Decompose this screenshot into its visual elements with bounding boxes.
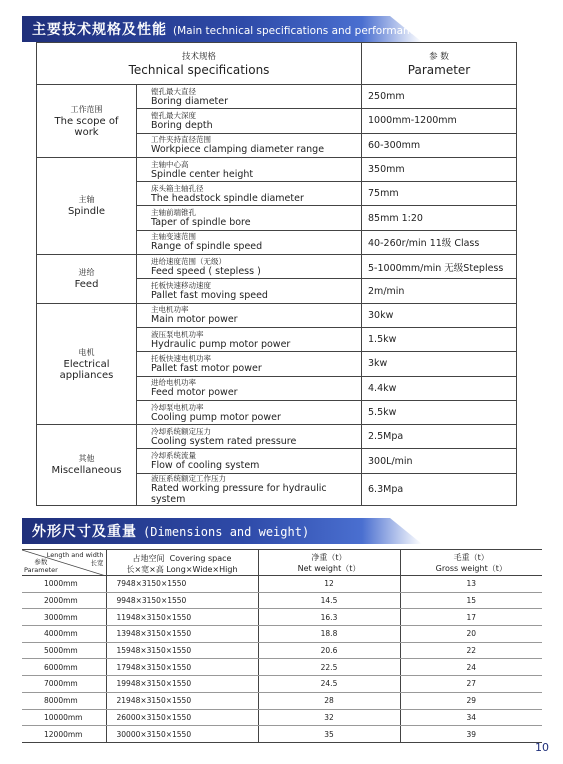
item-en: Taper of spindle bore bbox=[151, 217, 251, 229]
dim-gross-cell: 39 bbox=[400, 726, 542, 743]
header-cn: 参 数 bbox=[429, 52, 449, 62]
spec-header-parameter bbox=[362, 43, 517, 85]
spec-item-value: 5.5kw bbox=[362, 400, 517, 424]
dim-row bbox=[22, 676, 542, 693]
spec-item-value: 250mm bbox=[362, 85, 517, 109]
header-net-weight bbox=[258, 550, 400, 576]
group-cn: 主轴 bbox=[78, 195, 95, 205]
dim-row bbox=[22, 576, 542, 593]
group-en: The scope of work bbox=[54, 115, 119, 138]
group-cn: 电机 bbox=[78, 347, 95, 357]
gross-cn: 毛重（t） bbox=[453, 552, 489, 562]
spec-item-label bbox=[137, 157, 362, 181]
section-title-cn: 主要技术规格及性能 bbox=[32, 22, 167, 38]
dim-cover-cell: 26000×3150×1550 bbox=[106, 709, 258, 726]
spec-item-label bbox=[137, 303, 362, 327]
dim-gross-cell: 34 bbox=[400, 709, 542, 726]
page-number: 10 bbox=[535, 741, 549, 754]
spec-group-label bbox=[37, 85, 137, 158]
dim-cover-cell: 17948×3150×1550 bbox=[106, 659, 258, 676]
spec-item-value: 350mm bbox=[362, 157, 517, 181]
dim-length-cell: 6000mm bbox=[22, 659, 106, 676]
diag-bottom-label bbox=[24, 558, 58, 574]
dim-row bbox=[22, 726, 542, 743]
dim-gross-cell: 15 bbox=[400, 592, 542, 609]
dim-row bbox=[22, 609, 542, 626]
dim-length-cell: 8000mm bbox=[22, 692, 106, 709]
item-cn: 托板快速移动速度 bbox=[151, 281, 211, 291]
dim-length-cell: 12000mm bbox=[22, 726, 106, 743]
dim-gross-cell: 24 bbox=[400, 659, 542, 676]
item-cn: 主电机功率 bbox=[151, 305, 189, 315]
section-title-en: (Dimensions and weight) bbox=[143, 525, 310, 539]
dim-gross-cell: 17 bbox=[400, 609, 542, 626]
spec-item-value: 2.5Mpa bbox=[362, 425, 517, 449]
spec-item-value: 6.3Mpa bbox=[362, 473, 517, 505]
dim-cover-cell: 30000×3150×1550 bbox=[106, 726, 258, 743]
item-cn: 主轴前端锥孔 bbox=[151, 208, 196, 218]
diag-bottom-en: Parameter bbox=[24, 566, 58, 574]
spec-item-label bbox=[137, 473, 362, 505]
spec-row bbox=[37, 157, 517, 181]
section-title bbox=[32, 521, 309, 541]
item-cn: 液压泵电机功率 bbox=[151, 329, 204, 339]
dim-net-cell: 18.8 bbox=[258, 626, 400, 643]
item-cn: 托板快速电机功率 bbox=[151, 353, 211, 363]
spec-table bbox=[36, 42, 517, 506]
spec-item-value: 2m/min bbox=[362, 279, 517, 303]
dim-row bbox=[22, 626, 542, 643]
spec-row bbox=[37, 85, 517, 109]
dim-row bbox=[22, 692, 542, 709]
dim-cover-cell: 15948×3150×1550 bbox=[106, 642, 258, 659]
item-en: Main motor power bbox=[151, 314, 238, 326]
diagonal-header-cell bbox=[22, 550, 106, 576]
spec-item-label bbox=[137, 182, 362, 206]
dim-cover-cell: 7948×3150×1550 bbox=[106, 576, 258, 593]
net-en: Net weight（t） bbox=[297, 563, 361, 573]
dim-cover-cell: 11948×3150×1550 bbox=[106, 609, 258, 626]
item-cn: 冷却系统流量 bbox=[151, 451, 196, 461]
diag-left-cn: 参数 bbox=[34, 558, 48, 566]
spec-item-value: 85mm 1:20 bbox=[362, 206, 517, 230]
dim-row bbox=[22, 709, 542, 726]
item-cn: 工件夹持直径范围 bbox=[151, 135, 211, 145]
spec-item-value: 4.4kw bbox=[362, 376, 517, 400]
dim-net-cell: 20.6 bbox=[258, 642, 400, 659]
dim-cover-cell: 19948×3150×1550 bbox=[106, 676, 258, 693]
section-banner-specs bbox=[22, 16, 430, 42]
spec-item-label bbox=[137, 327, 362, 351]
dim-header-row bbox=[22, 550, 542, 576]
spec-item-value: 40-260r/min 11级 Class bbox=[362, 230, 517, 254]
cover-sub: 长×宽×高 Long×Wide×High bbox=[126, 565, 238, 574]
dim-net-cell: 32 bbox=[258, 709, 400, 726]
header-cn: 技术规格 bbox=[182, 52, 217, 62]
dim-net-cell: 12 bbox=[258, 576, 400, 593]
spec-item-value: 30kw bbox=[362, 303, 517, 327]
item-en: Feed speed ( stepless ) bbox=[151, 265, 261, 277]
spec-item-value: 1.5kw bbox=[362, 327, 517, 351]
cover-cn: 占地空间 bbox=[132, 554, 165, 563]
spec-item-label bbox=[137, 376, 362, 400]
group-cn: 进给 bbox=[78, 268, 95, 278]
spec-row bbox=[37, 255, 517, 279]
spec-item-value: 60-300mm bbox=[362, 133, 517, 157]
dim-net-cell: 14.5 bbox=[258, 592, 400, 609]
item-cn: 进给速度范围（无级） bbox=[151, 256, 226, 266]
section-title-cn: 外形尺寸及重量 bbox=[32, 524, 137, 540]
dim-net-cell: 35 bbox=[258, 726, 400, 743]
spec-group-label bbox=[37, 255, 137, 304]
spec-header-row bbox=[37, 43, 517, 85]
item-cn: 冷却泵电机功率 bbox=[151, 402, 204, 412]
dim-length-cell: 5000mm bbox=[22, 642, 106, 659]
spec-item-label bbox=[137, 400, 362, 424]
item-cn: 镗孔最大深度 bbox=[151, 110, 196, 120]
group-en: Feed bbox=[74, 279, 99, 291]
item-en: Pallet fast moving speed bbox=[151, 290, 268, 302]
diag-top-cn: 长宽 bbox=[90, 559, 104, 567]
spec-item-label bbox=[137, 109, 362, 133]
group-cn: 其他 bbox=[78, 454, 95, 464]
item-cn: 镗孔最大直径 bbox=[151, 86, 196, 96]
cover-en: Covering space bbox=[169, 554, 232, 563]
dim-gross-cell: 27 bbox=[400, 676, 542, 693]
item-en: Pallet fast motor power bbox=[151, 362, 262, 374]
spec-item-label bbox=[137, 449, 362, 473]
spec-item-label bbox=[137, 255, 362, 279]
dim-row bbox=[22, 659, 542, 676]
item-en: The headstock spindle diameter bbox=[151, 192, 304, 204]
dim-row bbox=[22, 642, 542, 659]
group-en: Electrical appliances bbox=[59, 358, 114, 381]
item-en: Feed motor power bbox=[151, 387, 238, 399]
dim-net-cell: 22.5 bbox=[258, 659, 400, 676]
spec-row bbox=[37, 303, 517, 327]
item-en: Cooling system rated pressure bbox=[151, 435, 297, 447]
header-en: Parameter bbox=[407, 63, 471, 77]
spec-item-label bbox=[137, 230, 362, 254]
spec-item-label bbox=[137, 85, 362, 109]
item-en: Hydraulic pump motor power bbox=[151, 338, 291, 350]
spec-header-technical bbox=[37, 43, 362, 85]
dim-cover-cell: 21948×3150×1550 bbox=[106, 692, 258, 709]
item-en: Rated working pressure for hydraulic system bbox=[151, 482, 327, 505]
section-banner-dimensions bbox=[22, 518, 430, 544]
dim-gross-cell: 20 bbox=[400, 626, 542, 643]
spec-item-label bbox=[137, 133, 362, 157]
spec-item-value: 3kw bbox=[362, 352, 517, 376]
diag-top-en: Length and width bbox=[46, 551, 104, 559]
item-en: Range of spindle speed bbox=[151, 241, 263, 253]
spec-item-label bbox=[137, 425, 362, 449]
dim-length-cell: 2000mm bbox=[22, 592, 106, 609]
header-en: Technical specifications bbox=[128, 63, 270, 77]
section-title-en: (Main technical specifications and performance) bbox=[173, 25, 426, 37]
item-en: Flow of cooling system bbox=[151, 460, 260, 472]
dim-length-cell: 7000mm bbox=[22, 676, 106, 693]
spec-item-value: 5-1000mm/min 无级Stepless bbox=[362, 255, 517, 279]
dim-cover-cell: 13948×3150×1550 bbox=[106, 626, 258, 643]
dimensions-table bbox=[22, 549, 542, 743]
dim-gross-cell: 13 bbox=[400, 576, 542, 593]
item-cn: 进给电机功率 bbox=[151, 378, 196, 388]
item-cn: 液压系统额定工作压力 bbox=[151, 473, 226, 483]
dim-length-cell: 4000mm bbox=[22, 626, 106, 643]
item-en: Boring diameter bbox=[151, 95, 229, 107]
item-en: Workpiece clamping diameter range bbox=[151, 144, 325, 156]
section-title bbox=[32, 19, 426, 39]
spec-group-label bbox=[37, 303, 137, 424]
item-en: Cooling pump motor power bbox=[151, 411, 281, 423]
spec-item-value: 1000mm-1200mm bbox=[362, 109, 517, 133]
dim-net-cell: 28 bbox=[258, 692, 400, 709]
item-cn: 冷却系统额定压力 bbox=[151, 426, 211, 436]
item-cn: 主轴中心高 bbox=[151, 159, 189, 169]
dim-net-cell: 24.5 bbox=[258, 676, 400, 693]
spec-item-label bbox=[137, 352, 362, 376]
dim-gross-cell: 29 bbox=[400, 692, 542, 709]
item-cn: 床头箱主轴孔径 bbox=[151, 183, 204, 193]
dim-gross-cell: 22 bbox=[400, 642, 542, 659]
item-en: Boring depth bbox=[151, 119, 213, 131]
group-en: Miscellaneous bbox=[51, 465, 122, 477]
dim-net-cell: 16.3 bbox=[258, 609, 400, 626]
gross-en: Gross weight（t） bbox=[435, 563, 507, 573]
dim-row bbox=[22, 592, 542, 609]
dim-cover-cell: 9948×3150×1550 bbox=[106, 592, 258, 609]
item-cn: 主轴变速范围 bbox=[151, 232, 196, 242]
dim-length-cell: 1000mm bbox=[22, 576, 106, 593]
header-covering-space bbox=[106, 550, 258, 576]
spec-item-value: 75mm bbox=[362, 182, 517, 206]
dim-length-cell: 3000mm bbox=[22, 609, 106, 626]
net-cn: 净重（t） bbox=[311, 552, 347, 562]
spec-group-label bbox=[37, 425, 137, 506]
item-en: Spindle center height bbox=[151, 168, 254, 180]
spec-item-value: 300L/min bbox=[362, 449, 517, 473]
group-cn: 工作范围 bbox=[70, 104, 103, 114]
spec-row bbox=[37, 425, 517, 449]
spec-group-label bbox=[37, 157, 137, 254]
group-en: Spindle bbox=[67, 206, 106, 218]
spec-item-label bbox=[137, 279, 362, 303]
spec-item-label bbox=[137, 206, 362, 230]
dim-length-cell: 10000mm bbox=[22, 709, 106, 726]
header-gross-weight bbox=[400, 550, 542, 576]
